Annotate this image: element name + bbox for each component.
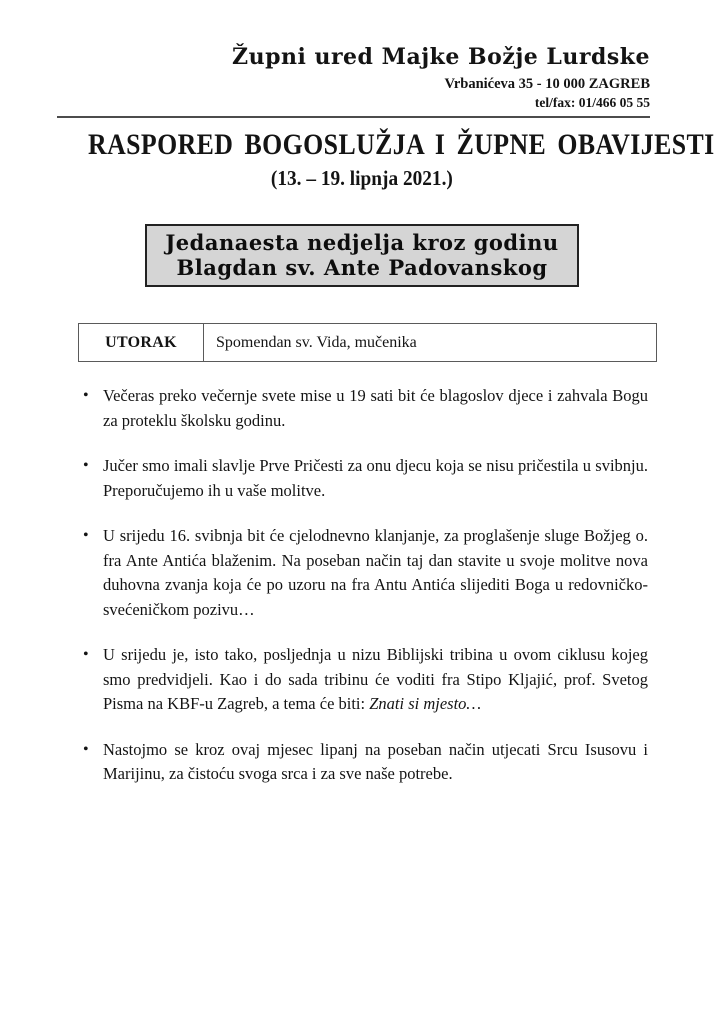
document-title [37,128,715,161]
table-row [79,324,657,362]
announcement-text: U srijedu 16. svibnja bit će cjelodnevno klanjanje, za proglašenje sluge Božjeg o. fra Ante Antića blaženim. Na poseban način taj dan stavite u svoje molitve nova duhovna zvanja koja će po uzoru na fra Antu Antića slijediti Boga u redovničko-svećeničkom pozivu… [103,526,648,619]
office-telfax: tel/fax: 01/466 05 55 [534,95,650,110]
announcement-item [103,643,648,717]
office-address: Vrbanićeva 35 - 10 000 ZAGREB [444,76,650,92]
feast-line-2: Blagdan sv. Ante Padovanskog [176,255,548,280]
letterhead-divider [57,116,650,118]
announcement-text: Nastojmo se kroz ovaj mjesec lipanj na poseban način utjecati Srcu Isusovu i Marijinu, za čistoću svoga srca i za sve naše potrebe. [103,739,648,783]
feast-box [145,224,579,287]
office-name: Župni ured Majke Božje Lurdske [232,44,650,70]
announcement-item [103,738,648,787]
letterhead [0,0,724,111]
announcement-text-italic: Znati si mjesto… [369,694,482,713]
document-title-text: RASPORED BOGOSLUŽJA I ŽUPNE OBAVIJESTI [88,128,715,161]
schedule-table [78,323,657,362]
announcement-item [103,524,648,622]
announcement-list [103,384,648,787]
event-cell: Spomendan sv. Vida, mučenika [204,324,657,362]
announcement-item [103,384,648,433]
date-range [0,165,724,191]
announcement-item [103,454,648,503]
day-cell: UTORAK [79,324,204,362]
announcement-text: Jučer smo imali slavlje Prve Pričesti za onu djecu koja se nisu pričestila u svibnju. Preporučujemo ih u vaše molitve. [103,456,648,500]
announcement-text: Večeras preko večernje svete mise u 19 sati bit će blagoslov djece i zahvala Bogu za proteklu školsku godinu. [103,386,648,430]
announcement-text: U srijedu je, isto tako, posljednja u nizu Biblijski tribina u ovom ciklusu kojeg smo predvidjeli. Kao i do sada tribinu će voditi fra Stipo Kljajić, prof. Svetog Pisma na KBF-u Zagreb, a tema će biti: [103,645,648,713]
date-range-text: (13. – 19. lipnja 2021.) [271,166,453,190]
feast-line-1: Jedanaesta nedjelja kroz godinu [165,230,559,255]
